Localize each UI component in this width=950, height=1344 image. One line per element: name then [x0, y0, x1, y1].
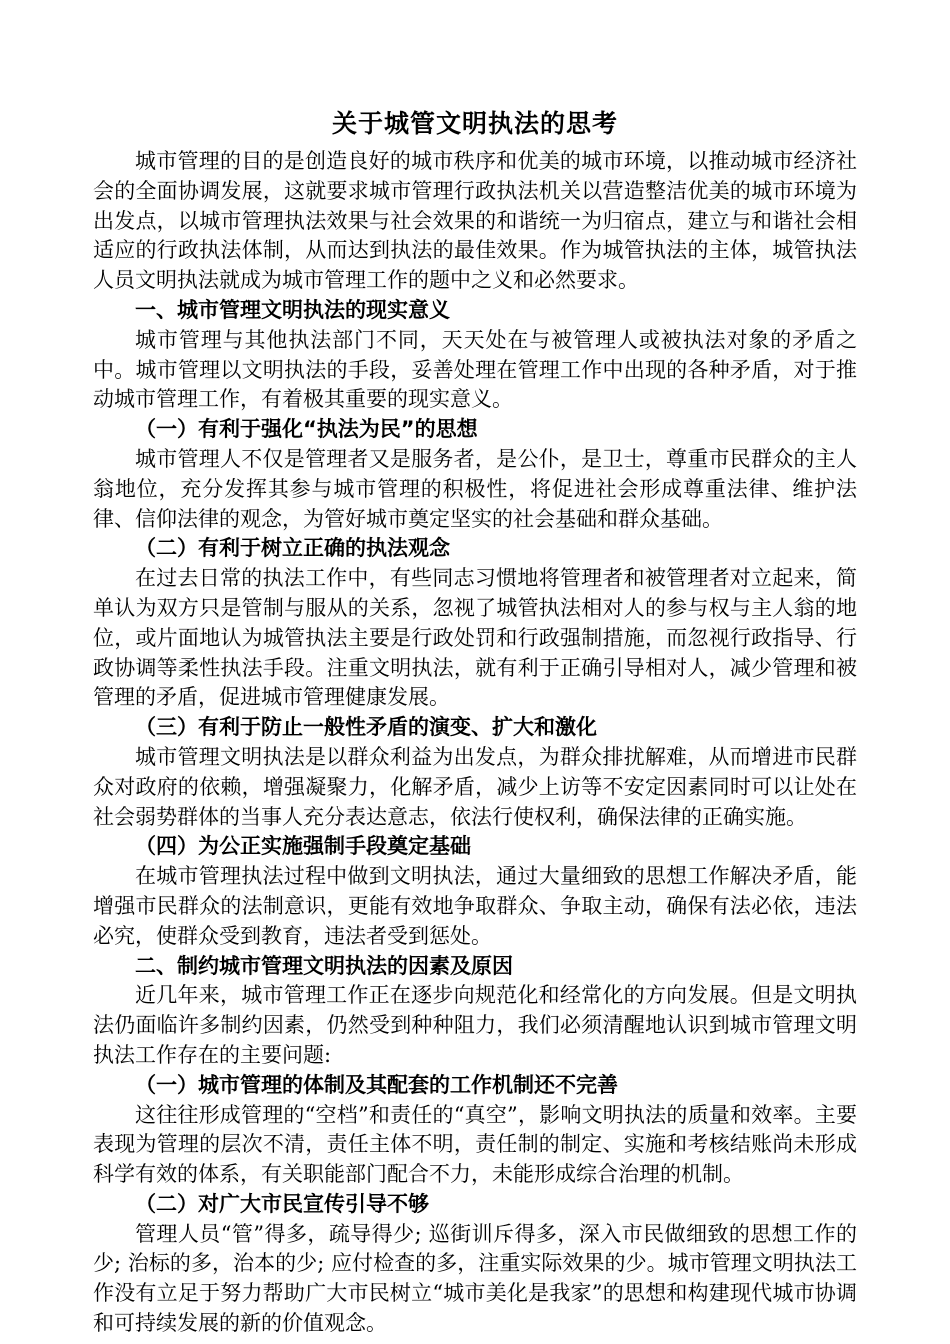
- paragraph: 这往往形成管理的“空档”和责任的“真空”，影响文明执法的质量和效率。主要表现为管理的层次不清，责任主体不明，责任制的制定、实施和考核结账尚未形成科学有效的体系，有关职能部门配合不力，未能形成综合治理的机制。: [93, 1102, 857, 1187]
- section-heading: 一、城市管理文明执法的现实意义: [135, 297, 450, 322]
- section-heading: 二、制约城市管理文明执法的因素及原因: [135, 953, 513, 978]
- paragraph: 近几年来，城市管理工作正在逐步向规范化和经常化的方向发展。但是文明执法仍面临许多制约因素，仍然受到种种阻力，我们必须清醒地认识到城市管理文明执法工作存在的主要问题:: [93, 983, 857, 1067]
- subsection-heading: （二）对广大市民宣传引导不够: [135, 1191, 429, 1216]
- subsection-heading: （一）城市管理的体制及其配套的工作机制还不完善: [135, 1072, 618, 1097]
- paragraph: 城市管理人不仅是管理者又是服务者，是公仆，是卫士，尊重市民群众的主人翁地位，充分发挥其参与城市管理的积极性，将促进社会形成尊重法律、维护法律、信仰法律的观念，为管好城市奠定坚实的社会基础和群众基础。: [93, 446, 857, 531]
- paragraph: 城市管理与其他执法部门不同，天天处在与被管理人或被执法对象的矛盾之中。城市管理以文明执法的手段，妥善处理在管理工作中出现的各种矛盾，对于推动城市管理工作，有着极其重要的现实意义。: [93, 327, 857, 412]
- paragraph: 管理人员“管”得多，疏导得少; 巡街训斥得多，深入市民做细致的思想工作的少; 治标的多，治本的少; 应付检查的多，注重实际效果的少。城市管理文明执法工作没有立足于努力帮助广大市民树立“城市美化是我家”的思想和构建现代城市协调和可持续发展的新的价值观念。: [93, 1221, 857, 1336]
- document-body: [93, 147, 857, 1339]
- paragraph: 在城市管理执法过程中做到文明执法，通过大量细致的思想工作解决矛盾，能增强市民群众的法制意识，更能有效地争取群众、争取主动，确保有法必依，违法必究，使群众受到教育，违法者受到惩处。: [93, 864, 857, 948]
- paragraph: 城市管理文明执法是以群众利益为出发点，为群众排扰解难，从而增进市民群众对政府的依赖，增强凝聚力，化解矛盾，减少上访等不安定因素同时可以让处在社会弱势群体的当事人充分表达意志，依法行使权利，确保法律的正确实施。: [93, 744, 857, 829]
- paragraph: 城市管理的目的是创造良好的城市秩序和优美的城市环境，以推动城市经济社会的全面协调发展，这就要求城市管理行政执法机关以营造整洁优美的城市环境为出发点，以城市管理执法效果与社会效果的和谐统一为归宿点，建立与和谐社会相适应的行政执法体制，从而达到执法的最佳效果。作为城管执法的主体，城管执法人员文明执法就成为城市管理工作的题中之义和必然要求。: [93, 149, 857, 293]
- subsection-heading: （三）有利于防止一般性矛盾的演变、扩大和激化: [135, 715, 597, 740]
- document-page: [93, 104, 857, 1339]
- paragraph: 在过去日常的执法工作中，有些同志习惯地将管理者和被管理者对立起来，简单认为双方只是管制与服从的关系，忽视了城管执法相对人的参与权与主人翁的地位，或片面地认为城管执法主要是行政处罚和行政强制措施，而忽视行政指导、行政协调等柔性执法手段。注重文明执法，就有利于正确引导相对人，减少管理和被管理的矛盾，促进城市管理健康发展。: [93, 566, 857, 710]
- subsection-heading: （二）有利于树立正确的执法观念: [135, 536, 450, 561]
- subsection-heading: （四）为公正实施强制手段奠定基础: [135, 834, 471, 859]
- subsection-heading: （一）有利于强化“执法为民”的思想: [135, 417, 478, 442]
- document-title: 关于城管文明执法的思考: [331, 109, 618, 138]
